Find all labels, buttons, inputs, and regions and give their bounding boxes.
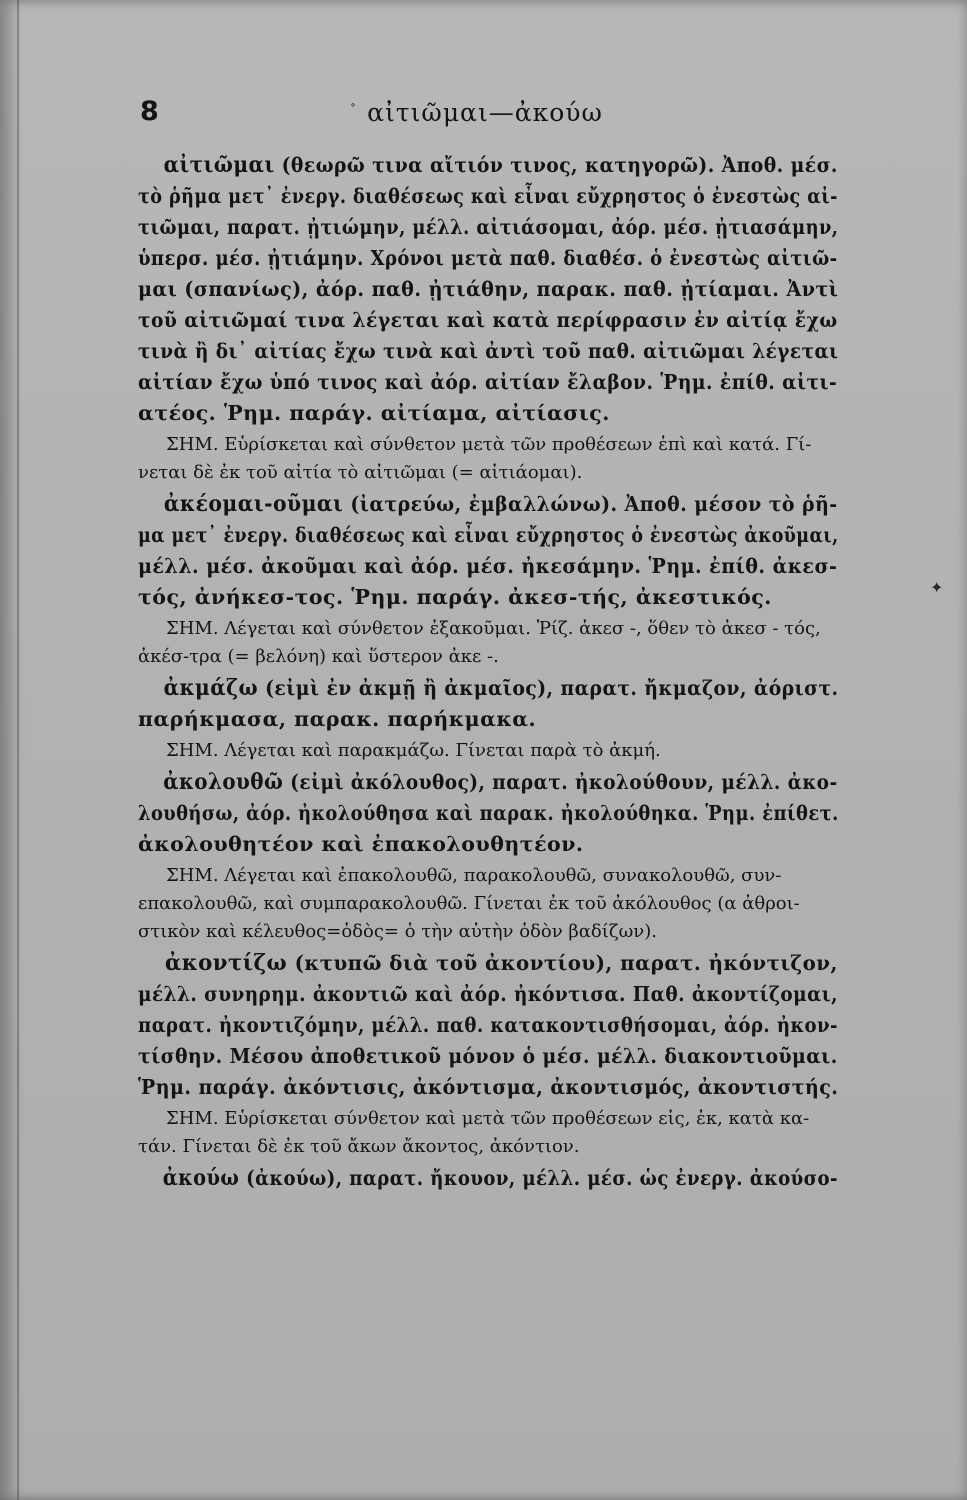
- entry-line: ατέος. Ῥημ. παράγ. αἰτίαμα, αἰτίασις.: [138, 401, 610, 425]
- entry-line: ἀκέομαι-οῦμαι (ἰατρεύω, ἐμβαλλώνω). Ἀποθ. μέσον τὸ ῥῆ-: [163, 491, 838, 517]
- entry-line: τιῶμαι, παρατ. ᾐτιώμην, μέλλ. αἰτιάσομαι, ἀόρ. μέσ. ᾐτιασάμην,: [138, 215, 839, 239]
- entry-line: ἀκμάζω (εἰμὶ ἐν ἀκμῇ ἢ ἀκμαῖος), παρατ. ἤκμαζον, ἀόριστ.: [163, 675, 839, 701]
- lemma-entry: [138, 1163, 838, 1194]
- note-entry: [138, 615, 828, 671]
- note-line: νεται δὲ ἐκ τοῦ αἰτία τὸ αἰτιῶμαι (= αἰτιάομαι).: [138, 462, 583, 483]
- dictionary-body: [138, 150, 839, 1196]
- lemma-entry: [138, 948, 839, 1103]
- entry-line: παρήκμασα, παρακ. παρήκμακα.: [138, 707, 537, 731]
- note-line: ΣΗΜ. Εὑρίσκεται σύνθετον καὶ μετὰ τῶν προθέσεων εἰς, ἐκ, κατὰ κα-: [166, 1108, 810, 1129]
- note-line: τάν. Γίνεται δὲ ἐκ τοῦ ἄκων ἄκοντος, ἀκόντιον.: [138, 1136, 580, 1157]
- entry-line: ἀκούω (ἀκούω), παρατ. ἤκουον, μέλλ. μέσ. ὡς ἐνεργ. ἀκούσο-: [162, 1165, 838, 1191]
- lemma-entry: [138, 150, 839, 429]
- note-entry: [138, 862, 828, 946]
- headword: ἀκμάζω: [163, 675, 259, 701]
- lemma-entry: [138, 673, 839, 735]
- note-line: ΣΗΜ. Λέγεται καὶ σύνθετον ἐξακοῦμαι. Ῥίζ. ἀκεσ -, ὅθεν τὸ ἀκεσ - τός,: [166, 618, 821, 639]
- entry-line: μα μετ᾽ ἐνεργ. διαθέσεως καὶ εἶναι εὔχρηστος ὁ ἐνεστὼς ἀκοῦμαι,: [138, 523, 839, 547]
- entry-line: Ῥημ. παράγ. ἀκόντισις, ἀκόντισμα, ἀκοντισμός, ἀκοντιστής.: [138, 1075, 839, 1099]
- headword: αἰτιῶμαι: [163, 152, 275, 178]
- print-speck: ˚: [350, 103, 356, 117]
- entry-line: αἰτίαν ἔχω ὑπό τινος καὶ ἀόρ. αἰτίαν ἔλαβον. Ῥημ. ἐπίθ. αἰτι-: [138, 370, 838, 394]
- headword: ἀκέομαι-οῦμαι: [163, 491, 344, 517]
- headword: ἀκοντίζω: [164, 950, 288, 976]
- running-head: [140, 96, 830, 136]
- note-line: ΣΗΜ. Λέγεται καὶ ἐπακολουθῶ, παρακολουθῶ, συνακολουθῶ, συν-: [166, 865, 782, 886]
- lemma-entry: [138, 489, 839, 613]
- headword: ἀκούω: [162, 1165, 240, 1191]
- entry-line: ἀκολουθητέον καὶ ἐπακολουθητέον.: [138, 832, 584, 856]
- note-entry: [138, 1105, 828, 1161]
- page-binding-edge: [17, 0, 19, 1500]
- entry-line: μέλλ. μέσ. ἀκοῦμαι καὶ ἀόρ. μέσ. ἠκεσάμην. Ῥημ. ἐπίθ. ἀκεσ-: [138, 554, 838, 578]
- entry-line: μαι (σπανίως), ἀόρ. παθ. ᾐτιάθην, παρακ. παθ. ᾐτίαμαι. Ἀντὶ: [138, 277, 839, 301]
- entry-line: τοῦ αἰτιῶμαί τινα λέγεται καὶ κατὰ περίφρασιν ἐν αἰτίᾳ ἔχω: [138, 308, 838, 332]
- note-line: στικὸν καὶ κέλευθος=ὁδὸς= ὁ τὴν αὐτὴν ὁδὸν βαδίζων).: [138, 921, 657, 942]
- note-entry: [138, 431, 828, 487]
- note-line: ΣΗΜ. Λέγεται καὶ παρακμάζω. Γίνεται παρὰ τὸ ἀκμή.: [166, 740, 661, 761]
- entry-line: λουθήσω, ἀόρ. ἠκολούθησα καὶ παρακ. ἠκολούθηκα. Ῥημ. ἐπίθετ.: [138, 801, 839, 825]
- entry-line: αἰτιῶμαι (θεωρῶ τινα αἴτιόν τινος, κατηγορῶ). Ἀποθ. μέσ.: [163, 152, 838, 178]
- page-number: 8: [140, 96, 159, 127]
- entry-line: ὑπερσ. μέσ. ᾐτιάμην. Χρόνοι μετὰ παθ. διαθέσ. ὁ ἐνεστὼς αἰτιῶ-: [138, 246, 838, 270]
- note-entry: [138, 737, 828, 765]
- running-title: αἰτιῶμαι—ἀκούω: [367, 98, 603, 127]
- note-line: ἀκέσ-τρα (= βελόνη) καὶ ὕστερον ἀκε -.: [138, 646, 499, 667]
- entry-line: τίσθην. Μέσου ἀποθετικοῦ μόνον ὁ μέσ. μέλλ. διακοντιοῦμαι.: [138, 1044, 838, 1068]
- entry-line: τός, ἀνήκεσ-τος. Ῥημ. παράγ. ἀκεσ-τής, ἀκεστικός.: [138, 585, 772, 609]
- headword: ἀκολουθῶ: [163, 769, 284, 795]
- entry-line: μέλλ. συνηρημ. ἀκοντιῶ καὶ ἀόρ. ἠκόντισα. Παθ. ἀκοντίζομαι,: [138, 982, 838, 1006]
- margin-mark: ✦: [930, 578, 944, 597]
- entry-line: τὸ ῥῆμα μετ᾽ ἐνεργ. διαθέσεως καὶ εἶναι εὔχρηστος ὁ ἐνεστὼς αἰ-: [138, 184, 838, 208]
- note-line: ΣΗΜ. Εὑρίσκεται καὶ σύνθετον μετὰ τῶν προθέσεων ἐπὶ καὶ κατά. Γί-: [166, 434, 812, 455]
- entry-line: τινὰ ἢ δι᾽ αἰτίας ἔχω τινὰ καὶ ἀντὶ τοῦ παθ. αἰτιῶμαι λέγεται: [138, 339, 839, 363]
- entry-line: ἀκολουθῶ (εἰμὶ ἀκόλουθος), παρατ. ἠκολούθουν, μέλλ. ἀκο-: [163, 769, 838, 795]
- entry-line: ἀκοντίζω (κτυπῶ διὰ τοῦ ἀκοντίου), παρατ. ἠκόντιζον,: [164, 950, 838, 976]
- lemma-entry: [138, 767, 839, 860]
- note-line: επακολουθῶ, καὶ συμπαρακολουθῶ. Γίνεται ἐκ τοῦ ἀκόλουθος (α ἀθροι-: [138, 893, 800, 914]
- entry-line: παρατ. ἠκοντιζόμην, μέλλ. παθ. κατακοντισθήσομαι, ἀόρ. ἠκον-: [138, 1013, 838, 1037]
